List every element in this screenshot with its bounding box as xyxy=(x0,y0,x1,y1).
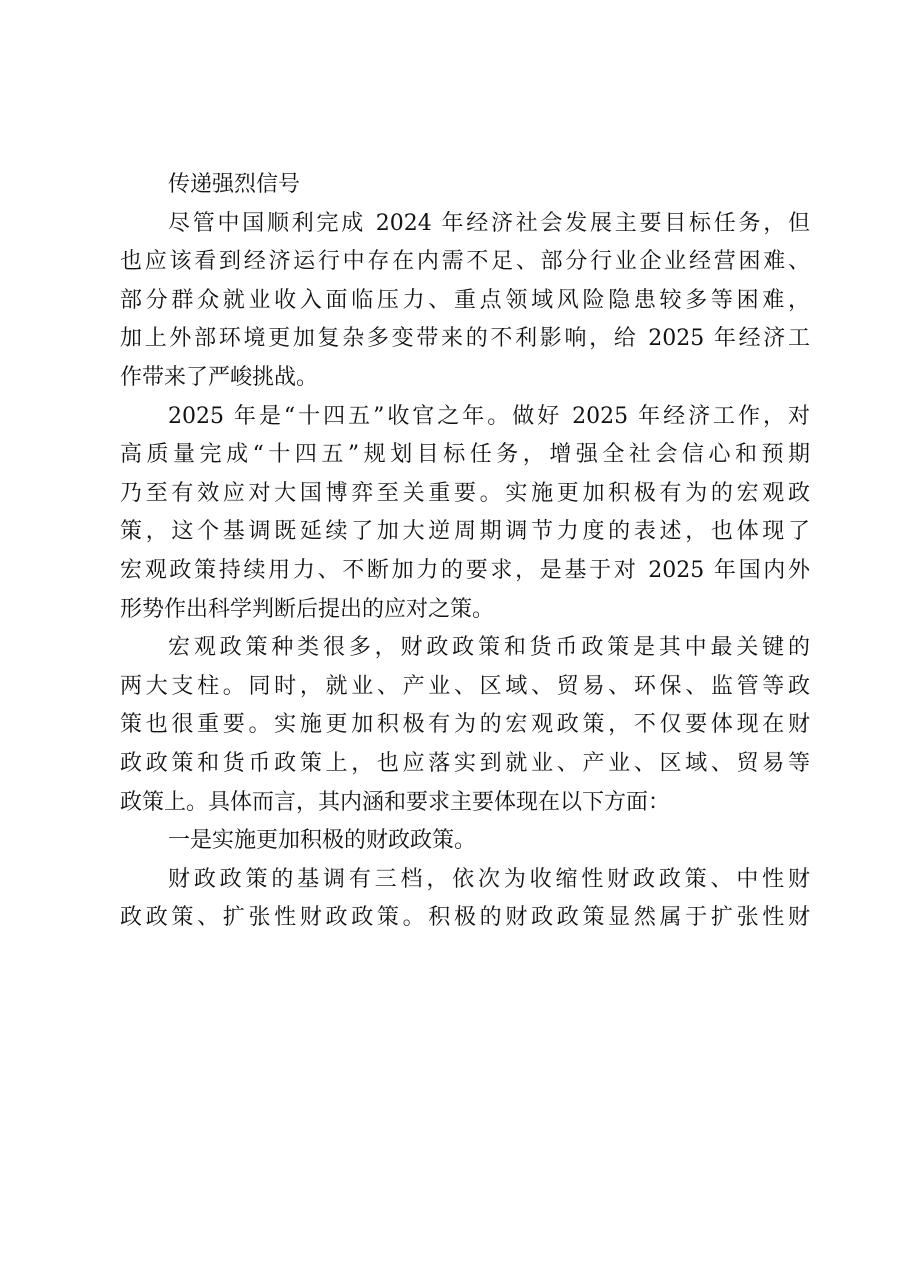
paragraph-3-line-1: 宏观政策种类很多，财政政策和货币政策是其中最关键的 xyxy=(168,635,810,661)
paragraph-2-line-4: 策，这个基调既延续了加大逆周期调节力度的表述，也体现了 xyxy=(120,519,810,545)
paragraph-2-line-3: 乃至有效应对大国博弈至关重要。实施更加积极有为的宏观政 xyxy=(120,480,810,506)
paragraph-1-line-1: 尽管中国顺利完成 2024 年经济社会发展主要目标任务，但 xyxy=(168,210,810,236)
paragraph-2-line-5: 宏观政策持续用力、不断加力的要求，是基于对 2025 年国内外 xyxy=(120,557,810,583)
paragraph-3-line-4: 政政策和货币政策上，也应落实到就业、产业、区域、贸易等 xyxy=(120,750,810,776)
paragraph-1-line-3: 部分群众就业收入面临压力、重点领域风险隐患较多等困难， xyxy=(120,287,810,313)
paragraph-3-line-3: 策也很重要。实施更加积极有为的宏观政策，不仅要体现在财 xyxy=(120,712,810,738)
paragraph-3-line-5: 政策上。具体而言，其内涵和要求主要体现在以下方面： xyxy=(120,789,671,815)
paragraph-2-line-6: 形势作出科学判断后提出的应对之策。 xyxy=(120,596,495,622)
paragraph-4-line-1: 财政政策的基调有三档，依次为收缩性财政政策、中性财 xyxy=(168,866,810,892)
paragraph-2-line-1: 2025 年是“十四五”收官之年。做好 2025 年经济工作，对 xyxy=(168,403,810,429)
paragraph-2-line-2: 高质量完成“十四五”规划目标任务，增强全社会信心和预期 xyxy=(120,442,810,468)
paragraph-4-line-2: 政政策、扩张性财政政策。积极的财政政策显然属于扩张性财 xyxy=(120,905,810,931)
paragraph-1-line-2: 也应该看到经济运行中存在内需不足、部分行业企业经营困难、 xyxy=(120,249,810,275)
paragraph-1-line-4: 加上外部环境更加复杂多变带来的不利影响，给 2025 年经济工 xyxy=(120,326,810,352)
subsection-heading: 一是实施更加积极的财政政策。 xyxy=(168,828,477,854)
paragraph-1-line-5: 作带来了严峻挑战。 xyxy=(120,364,319,390)
paragraph-3-line-2: 两大支柱。同时，就业、产业、区域、贸易、环保、监管等政 xyxy=(120,673,810,699)
document-body xyxy=(120,166,810,938)
section-heading: 传递强烈信号 xyxy=(168,172,301,197)
